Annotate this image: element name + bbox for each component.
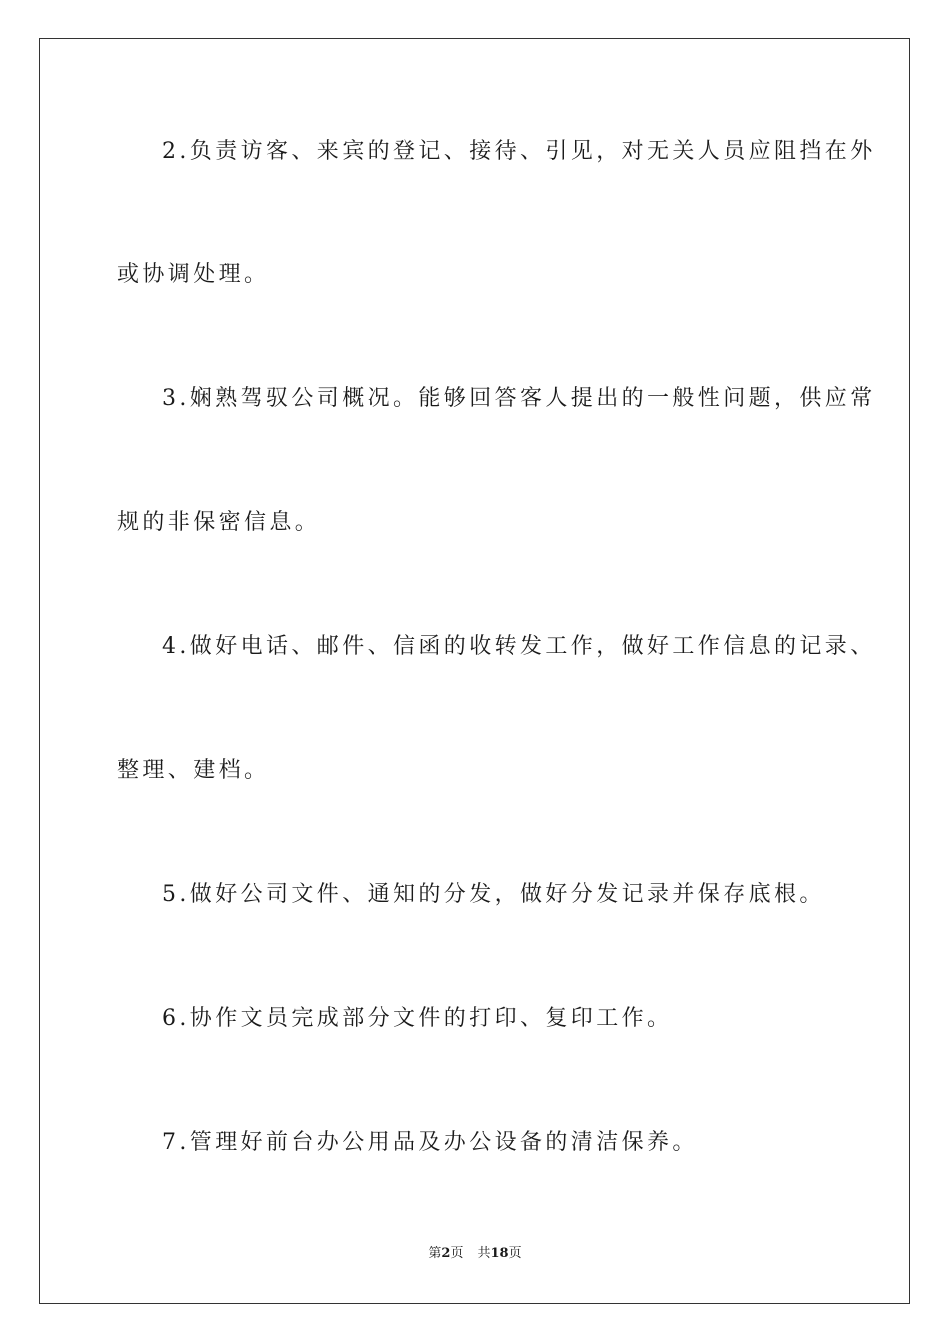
page-frame <box>39 38 910 1304</box>
paragraph-6-line-1: 6.协作文员完成部分文件的打印、复印工作。 <box>162 1006 673 1031</box>
paragraph-2-line-2: 或协调处理。 <box>117 262 270 287</box>
paragraph-3-line-2: 规的非保密信息。 <box>117 510 321 535</box>
paragraph-4-line-2: 整理、建档。 <box>117 758 270 783</box>
page-footer <box>0 1244 950 1264</box>
footer-page-suffix: 页 <box>450 1246 464 1261</box>
footer-total-suffix: 页 <box>508 1246 522 1261</box>
paragraph-2-line-1: 2.负责访客、来宾的登记、接待、引见，对无关人员应阻挡在外 <box>162 139 876 164</box>
footer-total-number: 18 <box>490 1246 509 1261</box>
footer-page-number: 2 <box>441 1246 451 1261</box>
paragraph-4-line-1: 4.做好电话、邮件、信函的收转发工作，做好工作信息的记录、 <box>162 634 876 659</box>
footer-page-prefix: 第 <box>428 1246 442 1261</box>
paragraph-7-line-1: 7.管理好前台办公用品及办公设备的清洁保养。 <box>162 1130 698 1155</box>
paragraph-5-line-1: 5.做好公司文件、通知的分发，做好分发记录并保存底根。 <box>162 882 825 907</box>
footer-total-prefix: 共 <box>477 1246 491 1261</box>
paragraph-3-line-1: 3.娴熟驾驭公司概况。能够回答客人提出的一般性问题，供应常 <box>162 386 876 411</box>
